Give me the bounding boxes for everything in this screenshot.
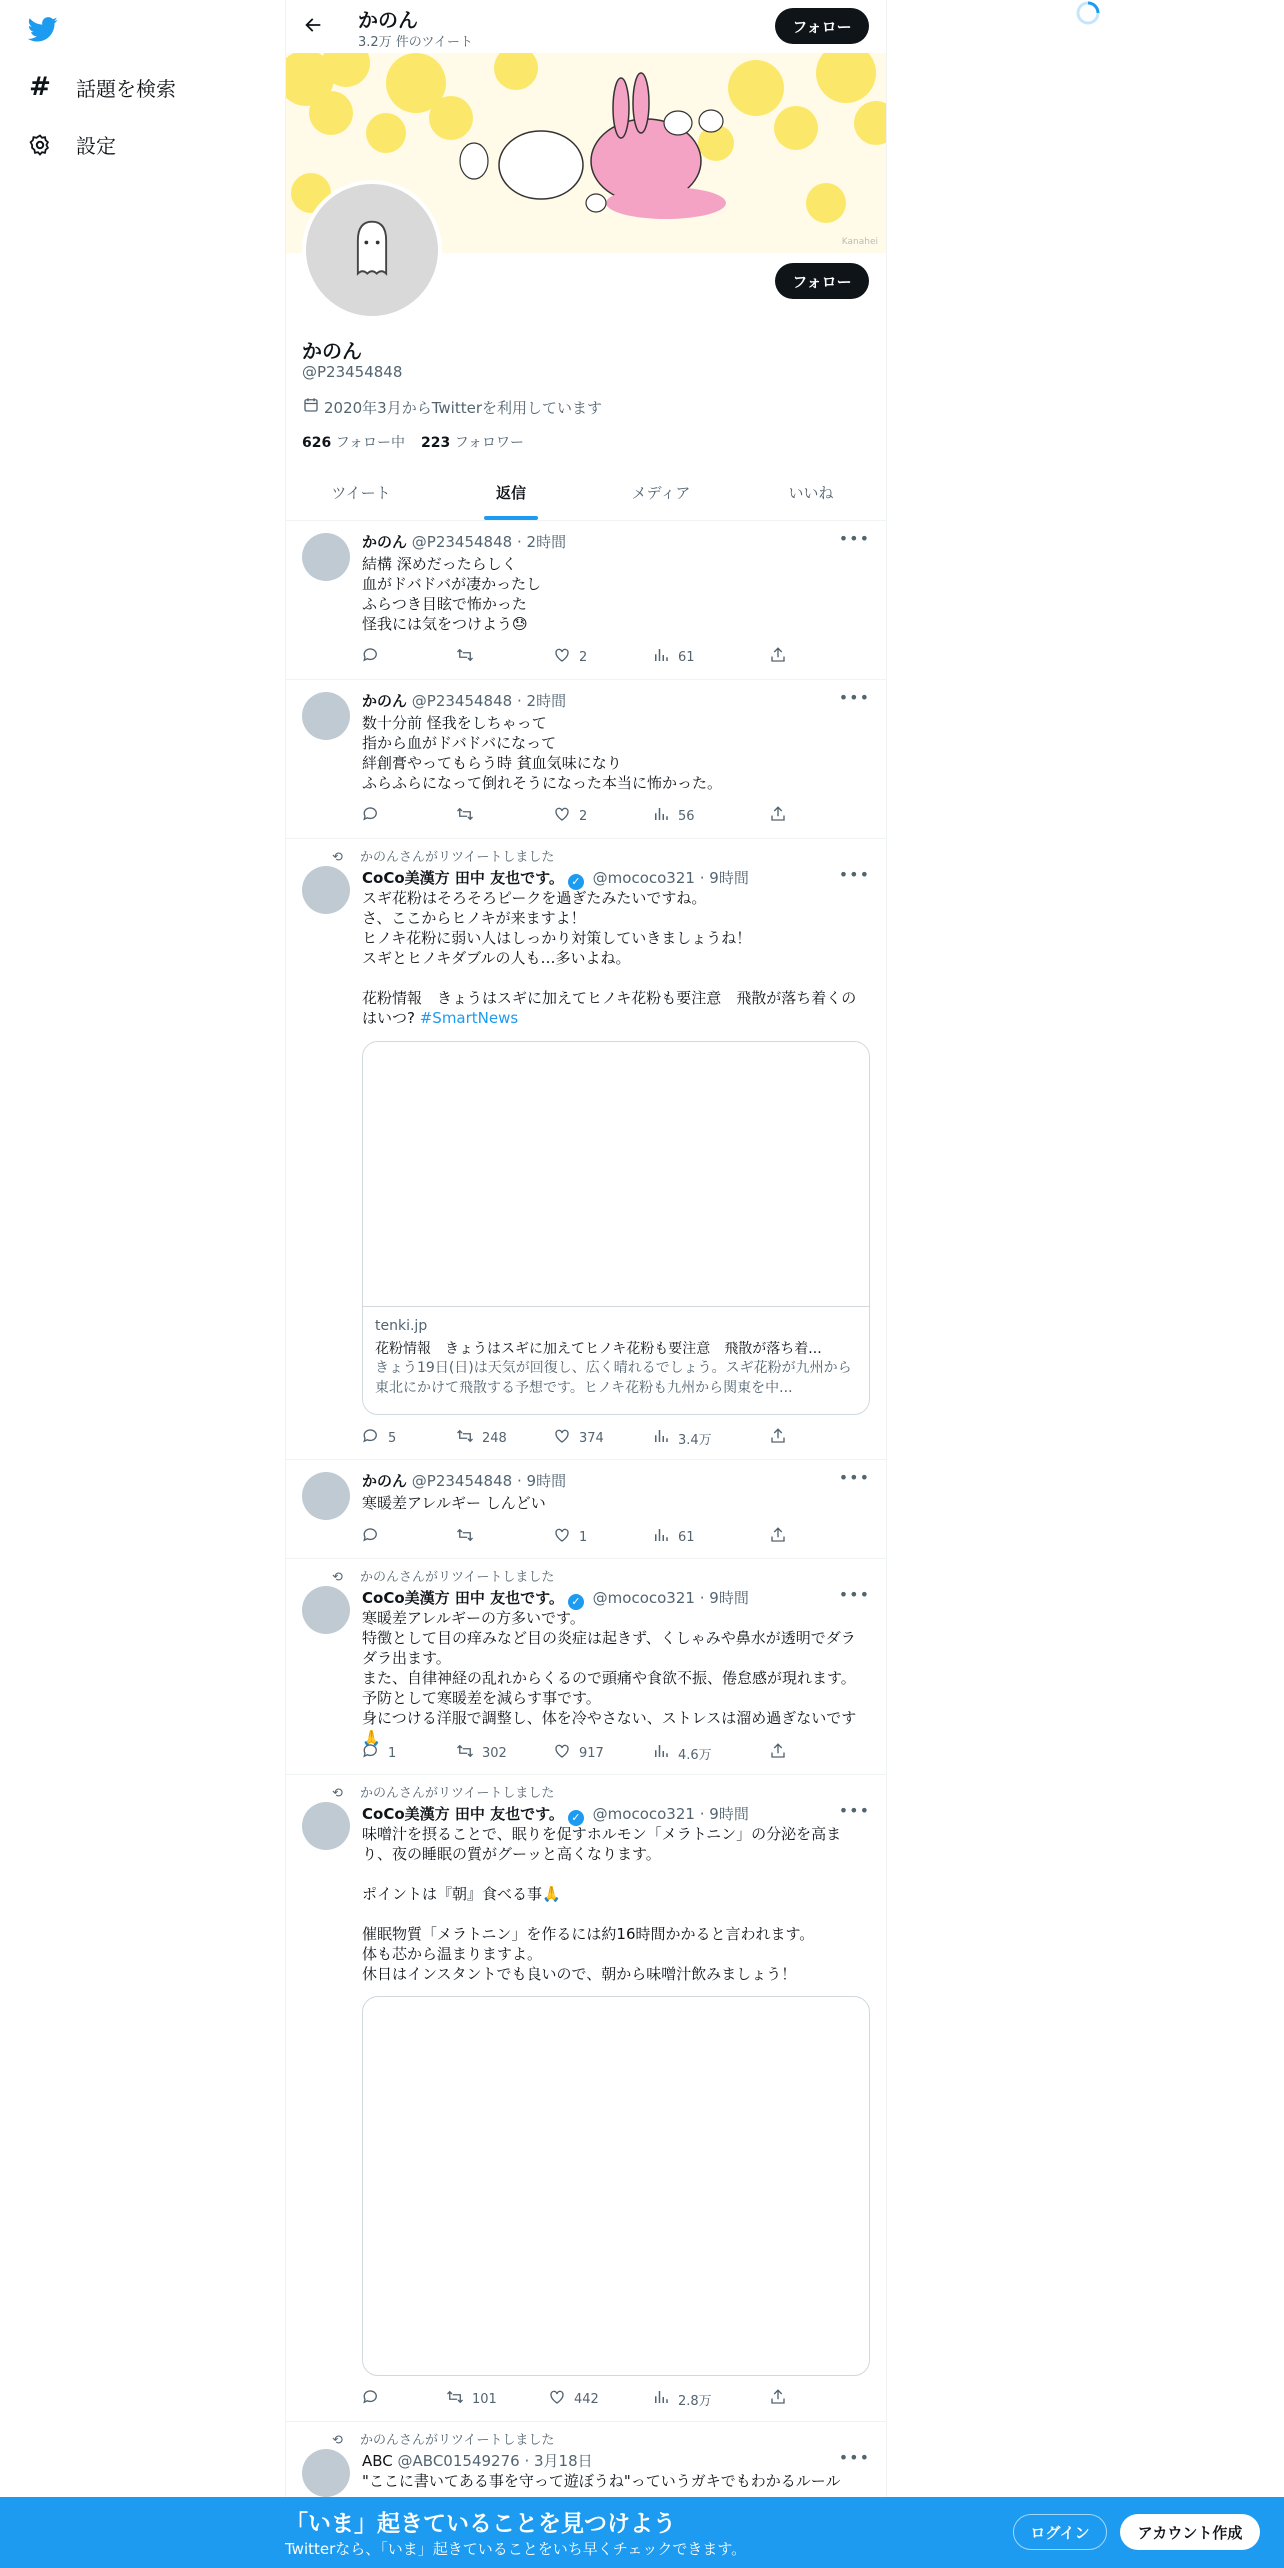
tweet-author-handle[interactable]: @mococo321: [592, 869, 695, 887]
tweet-author-name[interactable]: かのん: [362, 692, 408, 710]
share-button[interactable]: [769, 646, 787, 668]
tweet-author-handle[interactable]: @ABC01549276: [397, 2452, 520, 2470]
like-count: 917: [579, 1745, 604, 1761]
like-button[interactable]: [553, 1526, 587, 1548]
share-icon: [769, 1427, 787, 1449]
bar-chart-icon: [652, 805, 670, 827]
reply-button[interactable]: [362, 2388, 388, 2410]
tweet-actions: [362, 1742, 802, 1762]
tweet-author-name[interactable]: CoCo美漢方 田中 友也です。: [362, 1589, 564, 1607]
share-icon: [769, 805, 787, 827]
more-icon[interactable]: •••: [838, 688, 870, 707]
more-icon[interactable]: •••: [838, 865, 870, 884]
signup-banner: [0, 2497, 1284, 2568]
view-count: 61: [678, 1529, 695, 1545]
tweet-author-handle[interactable]: @mococo321: [592, 1589, 695, 1607]
reply-icon: [362, 2388, 380, 2410]
view-count: 61: [678, 649, 695, 665]
verified-badge-icon: ✓: [568, 874, 584, 890]
signup-headline: 「いま」起きていることを見つけよう: [285, 2511, 676, 2537]
avatar[interactable]: [302, 2449, 350, 2497]
reply-button[interactable]: [362, 805, 388, 827]
like-button[interactable]: [553, 1742, 604, 1764]
following-label: フォロー中: [335, 435, 405, 451]
login-button[interactable]: ログイン: [1013, 2514, 1107, 2550]
card-domain: tenki.jp: [375, 1318, 428, 1334]
hashtag-icon: #: [29, 72, 51, 102]
tweet-author-name[interactable]: かのん: [362, 533, 408, 551]
reply-button[interactable]: [362, 646, 388, 668]
view-count: 4.6万: [678, 1747, 712, 1763]
retweet-icon: ⟲: [332, 1786, 343, 1801]
retweet-button[interactable]: [446, 2388, 497, 2410]
reply-button[interactable]: [362, 1526, 388, 1548]
retweet-icon: [456, 805, 474, 827]
tab-replies[interactable]: 返信: [495, 484, 526, 502]
tweet-text: 寒暖差アレルギーの方多いです。 特徴として目の痒みなど目の炎症は起きず、くしゃみや鼻水が透明でダラダラ出ます。 また、自律神経の乱れからくるので頭痛や食欲不振、倦怠感が現れます。 予防として寒暖差を減らす事です。 身につける洋服で調整し、体を冷やさない、ストレスは溜め過ぎないです🙏: [362, 1609, 857, 1747]
tweet-time[interactable]: 2時間: [526, 533, 567, 551]
reply-icon: [362, 1526, 380, 1548]
retweet-icon: [446, 2388, 464, 2410]
tweet-actions: [362, 805, 802, 825]
avatar[interactable]: [302, 1586, 350, 1634]
tweet-text: 寒暖差アレルギー しんどい: [362, 1494, 546, 1512]
retweet-button[interactable]: [456, 805, 482, 827]
tweet-header: かのん @P23454848 · 2時間: [362, 692, 567, 710]
tweet-header: かのん @P23454848 · 2時間: [362, 533, 567, 551]
share-icon: [769, 2388, 787, 2410]
tweet-author-handle[interactable]: @P23454848: [411, 533, 513, 551]
retweeted-by[interactable]: かのんさんがリツイートしました: [360, 1786, 555, 1801]
profile-joined-text: 2020年3月からTwitterを利用しています: [324, 398, 602, 417]
main-column: [285, 0, 887, 2568]
card-image: [363, 1042, 869, 1307]
verified-badge-icon: ✓: [568, 1810, 584, 1826]
view-count: 56: [678, 808, 695, 824]
tab-likes[interactable]: いいね: [788, 484, 834, 502]
retweet-indicator: [332, 1566, 554, 1585]
bar-chart-icon: [652, 646, 670, 668]
card-description: きょう19日(日)は天気が回復し、広く晴れるでしょう。スギ花粉が九州から東北にかけて飛散する予想です。ヒノキ花粉も九州から関東を中...: [375, 1360, 852, 1396]
share-icon: [769, 646, 787, 668]
retweet-button[interactable]: [456, 1742, 507, 1764]
tweet-actions: [362, 1427, 802, 1447]
tweet-time[interactable]: 9時間: [709, 1805, 749, 1823]
like-count: 2: [579, 649, 588, 665]
profile-tabs: [286, 468, 886, 521]
tweet-author-handle[interactable]: @P23454848: [411, 692, 513, 710]
retweet-indicator: [332, 846, 554, 865]
retweet-icon: [456, 646, 474, 668]
views-button[interactable]: [652, 2388, 712, 2410]
views-button[interactable]: [652, 646, 695, 668]
banner-credit: Kanahei: [841, 237, 878, 247]
profile-followers[interactable]: [421, 432, 524, 452]
profile-name: かのん: [302, 339, 362, 363]
tweet-time[interactable]: 9時間: [709, 1589, 749, 1607]
like-button[interactable]: [553, 805, 587, 827]
retweet-count: 101: [472, 2391, 497, 2407]
heart-icon: [553, 1526, 571, 1548]
tab-tweets[interactable]: ツイート: [331, 484, 391, 502]
retweeted-by[interactable]: かのんさんがリツイートしました: [360, 1570, 555, 1585]
profile-follow-button[interactable]: フォロー: [775, 263, 869, 299]
profile-joined: [302, 396, 602, 418]
header-follow-button[interactable]: フォロー: [775, 8, 869, 44]
hashtag-link[interactable]: #SmartNews: [419, 1009, 519, 1027]
tweet-text-main: スギ花粉はそろそろピークを過ぎたみたいですね。 さ、ここからヒノキが来ますよ！ ヒノキ花粉に弱い人はしっかり対策していきましょうね！ スギとヒノキダブルの人も…多いよね。 花粉情報 きょうはスギに加えてヒノキ花粉も要注意 飛散が落ち着くのはいつ?: [362, 889, 857, 1027]
retweet-indicator: [332, 2429, 554, 2448]
bar-chart-icon: [652, 1526, 670, 1548]
header-name: かのん: [358, 8, 418, 32]
more-icon[interactable]: •••: [838, 529, 870, 548]
reply-icon: [362, 1427, 380, 1449]
retweet-indicator: [332, 1782, 554, 1801]
bar-chart-icon: [652, 1742, 670, 1764]
tweet-time[interactable]: 9時間: [709, 869, 749, 887]
share-icon: [769, 1526, 787, 1548]
nav-explore[interactable]: [28, 72, 176, 102]
signup-button[interactable]: アカウント作成: [1120, 2514, 1260, 2550]
retweeted-by[interactable]: かのんさんがリツイートしました: [360, 850, 555, 865]
share-icon: [769, 1742, 787, 1764]
tweet-header: CoCo美漢方 田中 友也です。 ✓ @mococo321 · 9時間: [362, 869, 749, 888]
retweet-button[interactable]: [456, 1526, 482, 1548]
avatar[interactable]: [302, 692, 350, 740]
tweet-text: [362, 888, 867, 1028]
retweet-icon: ⟲: [332, 850, 343, 865]
avatar[interactable]: [302, 1802, 350, 1850]
tweet-text: 味噌汁を摂ることで、眠りを促すホルモン「メラトニン」の分泌を高まり、夜の睡眠の質がグーッと高くなります。 ポイントは『朝』食べる事🙏 催眠物質「メラトニン」を作るには約16時間かかると言われます。 体も芯から温まりますよ。 休日はインスタントでも良いので、朝から味噌汁飲みましょう！: [362, 1825, 842, 1983]
tweet[interactable]: [286, 1775, 886, 2422]
gear-icon: [28, 133, 52, 157]
tab-media[interactable]: メディア: [631, 484, 691, 502]
profile-handle: @P23454848: [302, 363, 403, 381]
tweet[interactable]: [286, 1559, 886, 1775]
followers-label: フォロワー: [454, 435, 524, 451]
tweet-text: 数十分前 怪我をしちゃって 指から血がドバドバになって 絆創膏やってもらう時 貧血気味になり ふらふらになって倒れそうになった本当に怖かった。: [362, 714, 723, 792]
more-icon[interactable]: •••: [838, 1801, 870, 1820]
heart-icon: [553, 805, 571, 827]
like-count: 1: [579, 1529, 588, 1545]
profile-following[interactable]: [302, 432, 405, 452]
reply-button[interactable]: [362, 1427, 396, 1449]
link-card[interactable]: [362, 1041, 870, 1415]
verified-badge-icon: ✓: [568, 1594, 584, 1610]
tweet[interactable]: [286, 839, 886, 1460]
calendar-icon: [302, 396, 320, 418]
avatar[interactable]: [302, 533, 350, 581]
media-card[interactable]: [362, 1996, 870, 2376]
followers-count: 223: [421, 435, 451, 451]
avatar[interactable]: [302, 866, 350, 914]
tweet-time[interactable]: 9時間: [526, 1472, 567, 1490]
view-count: 3.4万: [678, 1432, 712, 1448]
following-count: 626: [302, 435, 332, 451]
reply-icon: [362, 1742, 380, 1764]
twitter-logo-icon[interactable]: [26, 14, 60, 44]
more-icon[interactable]: •••: [838, 2448, 870, 2467]
avatar[interactable]: [302, 1472, 350, 1520]
retweet-icon: [456, 1526, 474, 1548]
tweet[interactable]: [286, 521, 886, 680]
tweet-author-handle[interactable]: @P23454848: [411, 1472, 513, 1490]
tweet-author-name[interactable]: CoCo美漢方 田中 友也です。: [362, 869, 564, 887]
like-count: 2: [579, 808, 588, 824]
header-tweet-count: 3.2万 件のツイート: [358, 35, 473, 50]
bar-chart-icon: [652, 1427, 670, 1449]
views-button[interactable]: [652, 1427, 712, 1449]
views-button[interactable]: [652, 1526, 695, 1548]
tweet-text: "ここに書いてある事を守って遊ぼうね"っていうガキでもわかるルール: [362, 2472, 841, 2490]
tweet-author-name[interactable]: CoCo美漢方 田中 友也です。: [362, 1805, 564, 1823]
reply-icon: [362, 805, 380, 827]
share-button[interactable]: [769, 1427, 787, 1449]
reply-count: 1: [388, 1745, 397, 1761]
nav-explore-label: 話題を検索: [76, 76, 176, 101]
loading-spinner-icon: [1075, 0, 1101, 26]
tweet-author-handle[interactable]: @mococo321: [592, 1805, 695, 1823]
tweet-header: ABC @ABC01549276 · 3月18日: [362, 2452, 593, 2470]
tweet-header: CoCo美漢方 田中 友也です。 ✓ @mococo321 · 9時間: [362, 1589, 749, 1608]
like-button[interactable]: [548, 2388, 599, 2410]
views-button[interactable]: [652, 805, 695, 827]
share-button[interactable]: [769, 805, 787, 827]
like-count: 442: [574, 2391, 599, 2407]
tweet-text: 結構 深めだったらしく 血がドバドバが凄かったし ふらつき目眩で怖かった 怪我には気をつけよう😓: [362, 555, 542, 633]
tweet-time[interactable]: 2時間: [526, 692, 567, 710]
reply-button[interactable]: [362, 1742, 396, 1764]
tweet-actions: [362, 646, 802, 666]
more-icon[interactable]: •••: [838, 1468, 870, 1487]
bar-chart-icon: [652, 2388, 670, 2410]
tweet-time[interactable]: 3月18日: [534, 2452, 593, 2470]
share-button[interactable]: [769, 1742, 787, 1764]
retweet-icon: [456, 1427, 474, 1449]
tweet-author-name[interactable]: かのん: [362, 1472, 408, 1490]
tweet-author-name[interactable]: ABC: [362, 2452, 393, 2470]
retweet-count: 302: [482, 1745, 507, 1761]
like-count: 374: [579, 1430, 604, 1446]
tweet-header: かのん @P23454848 · 9時間: [362, 1472, 567, 1490]
share-button[interactable]: [769, 2388, 787, 2410]
retweet-button[interactable]: [456, 646, 482, 668]
share-button[interactable]: [769, 1526, 787, 1548]
reply-count: 5: [388, 1430, 397, 1446]
heart-icon: [548, 2388, 566, 2410]
like-button[interactable]: [553, 1427, 604, 1449]
heart-icon: [553, 1742, 571, 1764]
tweet-actions: [362, 2388, 802, 2408]
retweet-count: 248: [482, 1430, 507, 1446]
profile-avatar[interactable]: [302, 180, 442, 320]
back-arrow-icon[interactable]: [302, 14, 324, 36]
signup-subtext: Twitterなら、「いま」起きていることをいち早くチェックできます。: [285, 2540, 747, 2558]
active-tab-indicator: [484, 516, 538, 520]
tweet[interactable]: [286, 1460, 886, 1559]
view-count: 2.8万: [678, 2393, 712, 2409]
heart-icon: [553, 1427, 571, 1449]
tweet-actions: [362, 1526, 802, 1546]
retweet-icon: ⟲: [332, 1570, 343, 1585]
ghost-icon: [306, 184, 438, 316]
tweet[interactable]: [286, 680, 886, 839]
retweeted-by[interactable]: かのんさんがリツイートしました: [360, 2433, 555, 2448]
views-button[interactable]: [652, 1742, 712, 1764]
reply-icon: [362, 646, 380, 668]
retweet-icon: ⟲: [332, 2433, 343, 2448]
heart-icon: [553, 646, 571, 668]
more-icon[interactable]: •••: [838, 1585, 870, 1604]
card-title: 花粉情報 きょうはスギに加えてヒノキ花粉も要注意 飛散が落ち着...: [375, 1341, 822, 1357]
nav-settings[interactable]: [28, 130, 116, 159]
retweet-button[interactable]: [456, 1427, 507, 1449]
like-button[interactable]: [553, 646, 587, 668]
nav-settings-label: 設定: [76, 134, 116, 158]
tweet-header: CoCo美漢方 田中 友也です。 ✓ @mococo321 · 9時間: [362, 1805, 749, 1824]
retweet-icon: [456, 1742, 474, 1764]
